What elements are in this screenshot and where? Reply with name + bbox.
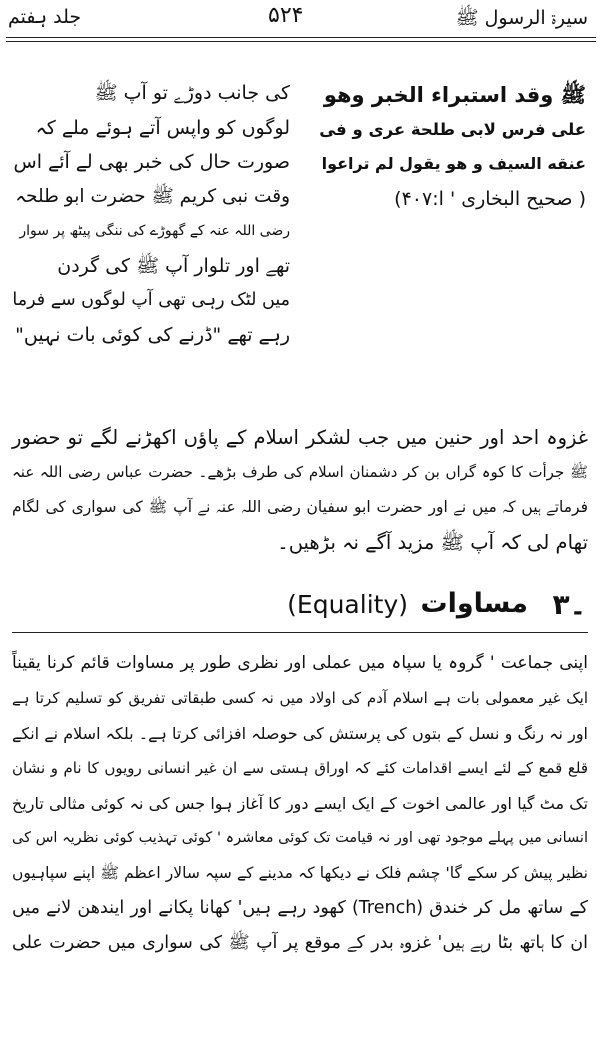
paragraph-line: تھام لی کہ آپ ﷺ مزید آگے نہ بڑھیں۔ (277, 531, 588, 554)
paragraph-line: غزوہ احد اور حنین میں جب لشکر اسلام کے پاؤں اکھڑنے لگے تو حضور (12, 426, 588, 449)
urdu-line: تھے اور تلوار آپ ﷺ کی گردن (57, 254, 290, 277)
arabic-quote (316, 78, 586, 216)
urdu-line: کی جانب دوڑے تو آپ ﷺ (94, 82, 290, 104)
paragraph-line: قلع قمع کے لئے ایسے اقدامات کئے کہ اوراق ہستی سے ان غیر انسانی رویوں کا نام و نشان (12, 759, 588, 777)
paragraph-line: ایک غیر معمولی بات ہے اسلام آدم کی اولاد میں نہ کسی طبقاتی تفریق کو تسلیم کرتا ہے (12, 689, 588, 707)
arabic-reference: ( صحیح البخاری ' ا:۴۰۷) (394, 187, 586, 210)
paragraph-line: تک مٹ گیا اور عالمی اخوت کے ایک ایسے دور کا آغاز ہوا جس کی نہ کوئی مثالی تاریخ (12, 794, 588, 813)
paragraph-line: نظیر پیش کر سکے گا' چشم فلک نے دیکھا کہ مدینے کے سپہ سالار اعظم ﷺ اپنے سپاہیوں (12, 864, 588, 882)
section-title-english: (Equality) (287, 590, 408, 619)
urdu-line: لوگوں کو واپس آتے ہوئے ملے کہ (35, 116, 290, 139)
page-header (0, 0, 600, 40)
arabic-line: عنقه السيف و هو يقول لم تراعوا (321, 154, 586, 173)
urdu-line: میں لٹک رہی تھی آپ لوگوں سے فرما (12, 290, 290, 310)
volume-label: جلد ہفتم (8, 6, 82, 28)
urdu-line: رضی اللہ عنہ کے گھوڑے کی ننگی پیٹھ پر سوار (19, 223, 290, 239)
paragraph-line: اپنی جماعت ' گروہ یا سپاہ میں عملی اور نظری طور پر مساوات قائم کرنا یقیناً (12, 653, 588, 673)
paragraph-line: ﷺ جرأت کا کوہ گراں بن کر دشمنان اسلام کی طرف بڑھے۔ حضرت عباس رضی اللہ عنہ (12, 463, 588, 481)
header-rule (6, 37, 596, 38)
arabic-line: على فرس لابى طلحة عرى و فى (319, 119, 586, 139)
paragraph-2 (12, 646, 588, 961)
arabic-line: ﷺ وقد استبراء الخبر وهو (323, 83, 586, 107)
urdu-line: رہے تھے "ڈرنے کی کوئی بات نہیں" (15, 323, 290, 346)
header-rule-double (6, 41, 596, 42)
paragraph-line: ان کا ہاتھ بٹا رہے ہیں' غزوہ بدر کے موقع پر آپ ﷺ کی سواری میں حضرت علی (12, 933, 588, 953)
urdu-line: صورت حال کی خبر بھی لے آئے اس (13, 151, 290, 173)
urdu-translation (12, 76, 290, 352)
page-number: ۵۲۴ (268, 3, 304, 28)
urdu-line: وقت نبی کریم ﷺ حضرت ابو طلحہ (15, 185, 290, 207)
section-underline (12, 632, 588, 633)
section-heading (12, 588, 588, 628)
paragraph-1 (12, 420, 588, 560)
book-title: سیرۃ الرسول ﷺ (455, 7, 588, 29)
paragraph-line: کے ساتھ مل کر خندق (Trench) کھود رہے ہیں' کھانا پکانے اور ایندھن لانے میں (12, 898, 588, 918)
paragraph-line: اور نہ رنگ و نسل کے بتوں کی پرستش کی حوصلہ افزائی کرتا ہے۔ بلکہ اسلام نے انکے (12, 724, 588, 743)
paragraph-line: فرماتے ہیں کہ میں نے اور حضرت ابو سفیان رضی اللہ عنہ نے آپ ﷺ کی سواری کی لگام (12, 498, 588, 516)
section-number: ۳۔ (552, 588, 586, 621)
paragraph-line: انسانی میں پہلے موجود تھی اور نہ قیامت تک کوئی معاشرہ ' کوئی تہذیب کوئی نظریہ اس کی (12, 830, 588, 846)
section-title: مساوات (420, 588, 528, 619)
